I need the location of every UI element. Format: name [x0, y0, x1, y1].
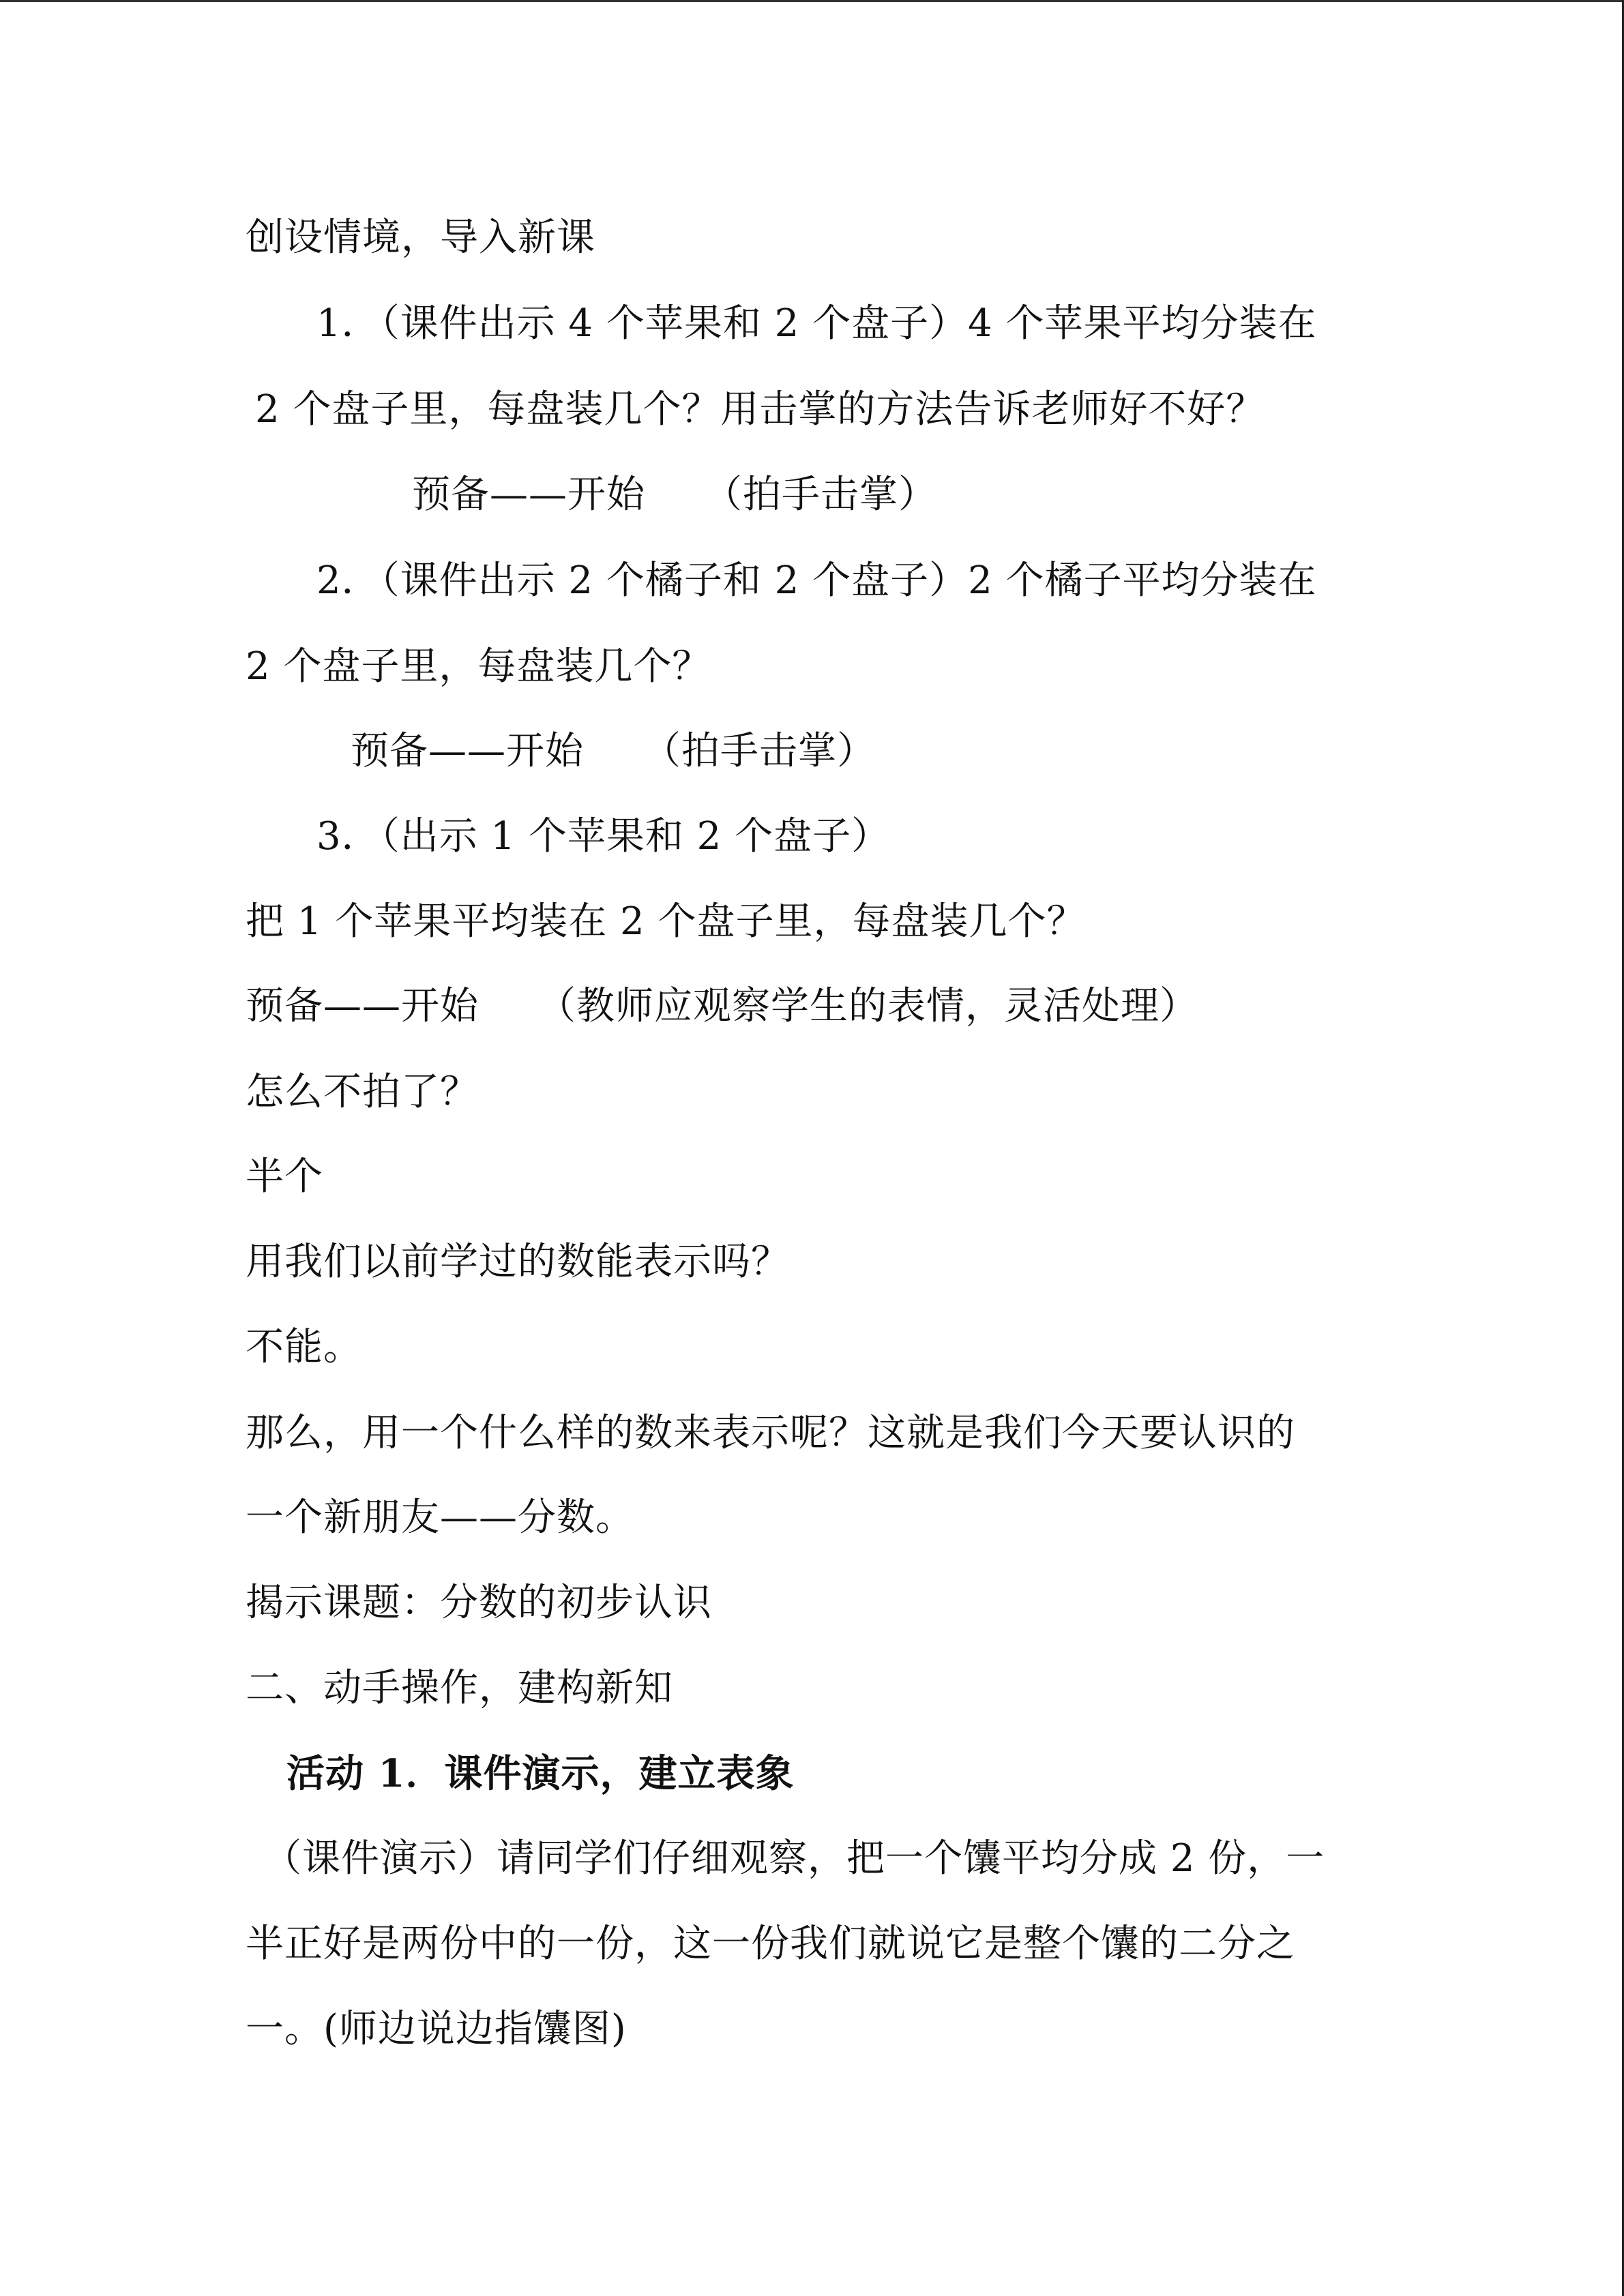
paragraph-cannot: 不能。 [246, 1325, 362, 1369]
paragraph-can-represent: 用我们以前学过的数能表示吗？ [246, 1240, 790, 1284]
section-heading-hands-on: 二、动手操作，建构新知 [246, 1666, 673, 1710]
paragraph-item-3: 3．（出示 1 个苹果和 2 个盘子） [316, 814, 891, 859]
paragraph-item-2-line-1: 2．（课件出示 2 个橘子和 2 个盘子）2 个橘子平均分装在 [316, 558, 1317, 603]
paragraph-demo-line-3: 一。(师边说边指馕图) [246, 2007, 627, 2051]
paragraph-what-number-line-1: 那么，用一个什么样的数来表示呢？这就是我们今天要认识的 [246, 1411, 1295, 1455]
paragraph-question-apple: 把 1 个苹果平均装在 2 个盘子里，每盘装几个？ [246, 899, 1086, 944]
page-top-border [0, 0, 1624, 2]
paragraph-item-1-line-1: 1．（课件出示 4 个苹果和 2 个盘子）4 个苹果平均分装在 [316, 301, 1317, 346]
paragraph-demo-line-1: （课件演示）请同学们仔细观察，把一个馕平均分成 2 份，一 [263, 1836, 1325, 1881]
paragraph-ready-1: 预备——开始 （拍手击掌） [412, 473, 937, 517]
activity-1-heading: 活动 1．课件演示，建立表象 [286, 1751, 795, 1796]
section-heading-intro: 创设情境，导入新课 [246, 215, 595, 260]
paragraph-ready-3: 预备——开始 （教师应观察学生的表情，灵活处理） [246, 984, 1198, 1028]
paragraph-demo-line-2: 半正好是两份中的一份，这一份我们就说它是整个馕的二分之 [246, 1922, 1295, 1966]
paragraph-what-number-line-2: 一个新朋友——分数。 [246, 1495, 634, 1540]
paragraph-ready-2: 预备——开始 （拍手击掌） [351, 729, 876, 773]
paragraph-half: 半个 [246, 1154, 323, 1199]
paragraph-reveal-topic: 揭示课题：分数的初步认识 [246, 1581, 712, 1625]
paragraph-item-1-line-2: 2 个盘子里，每盘装几个？用击掌的方法告诉老师好不好？ [255, 387, 1265, 432]
paragraph-item-2-line-2: 2 个盘子里，每盘装几个？ [246, 644, 711, 689]
paragraph-why-stop: 怎么不拍了？ [246, 1070, 479, 1114]
